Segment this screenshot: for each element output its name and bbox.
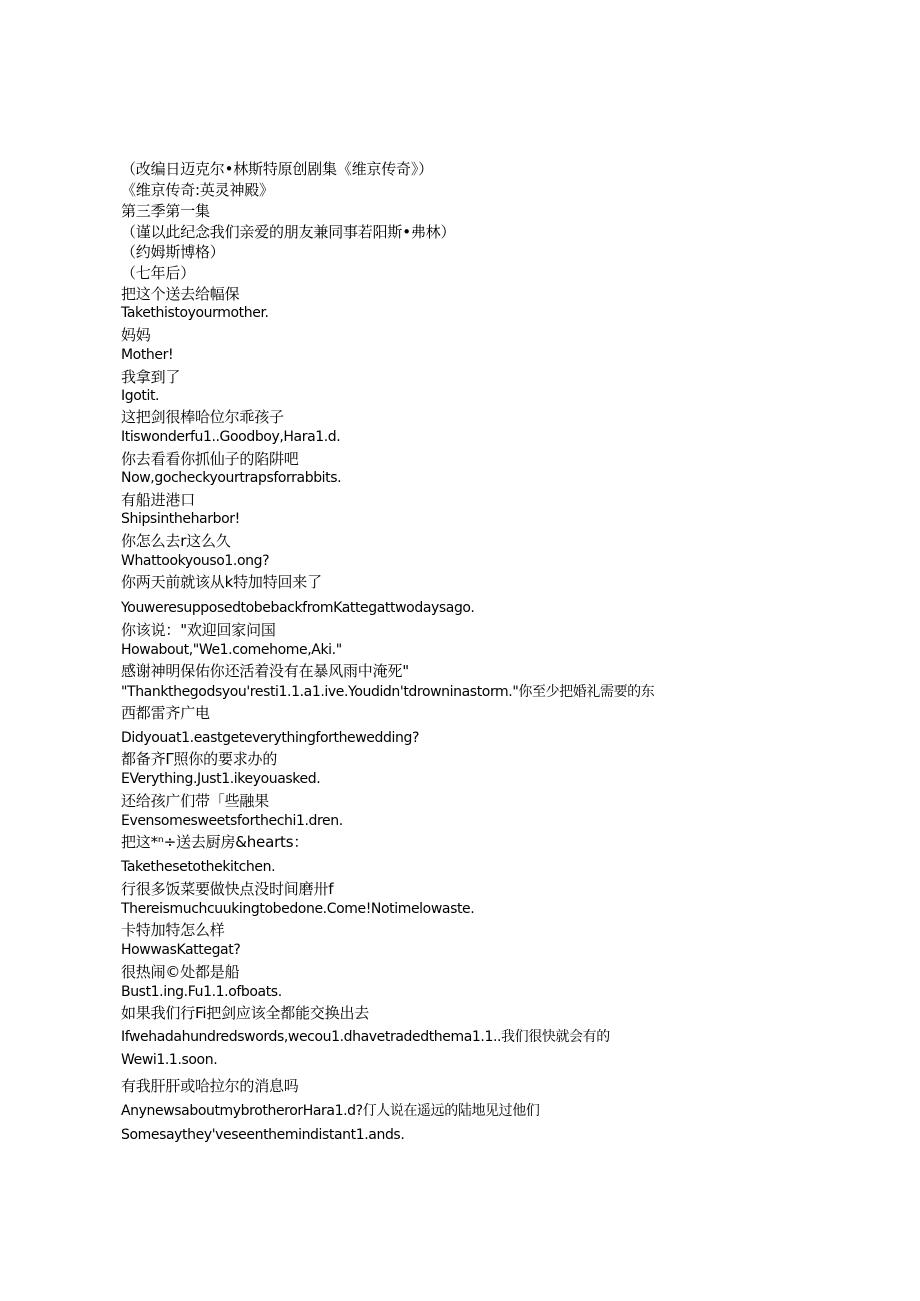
subtitle-line-zh: 有船进港口 [121, 491, 196, 509]
subtitle-line-en: YouweresupposedtobebackfromKattegattwodaysago. [121, 600, 475, 616]
subtitle-line-zh: 把这*ⁿ÷送去厨房&hearts： [121, 833, 309, 851]
subtitle-line-en: Didyouat1.eastgeteverythingforthewedding? [121, 730, 419, 746]
subtitle-line-en: Takethesetothekitchen. [121, 859, 276, 875]
subtitle-line-en: Thereismuchcuukingtobedone.Come!Notimelowaste. [121, 901, 475, 917]
subtitle-line-en: Whattookyouso1.ong? [121, 553, 270, 569]
subtitle-line-zh: 妈妈 [121, 326, 151, 344]
subtitle-line-en: Somesaythey'veseenthemindistant1.ands. [121, 1127, 405, 1143]
subtitle-line-en: AnynewsaboutmybrotherorHara1.d?仃人说在遥远的陆地见过他们 [121, 1103, 540, 1119]
subtitle-line-zh: 都备齐Γ照你的要求办的 [121, 750, 278, 768]
subtitle-line-zh: 有我肝肝或哈拉尔的消息吗 [121, 1077, 299, 1095]
subtitle-line-en: HowwasKattegat? [121, 942, 241, 958]
subtitle-line-en: Mother! [121, 347, 174, 363]
subtitle-line-en: Itiswonderfu1..Goodboy,Hara1.d. [121, 429, 341, 445]
subtitle-line-zh: 你怎么去r这么久 [121, 532, 231, 550]
subtitle-line-zh: 这把剑很棒哈位尔乖孩子 [121, 408, 284, 426]
subtitle-line-zh: 还给孩广们带「些融果 [121, 792, 270, 810]
subtitle-line-en: EVerything.Just1.ikeyouasked. [121, 771, 321, 787]
episode-heading: 第三季第一集 [121, 202, 210, 220]
dedication-line: （谨以此纪念我们亲爱的朋友兼同事若阳斯•弗林） [121, 223, 456, 241]
subtitle-line-zh: 如果我们行Fi把剑应该全都能交换出去 [121, 1004, 370, 1022]
subtitle-line-zh: 很热闹©处都是船 [121, 963, 240, 981]
time-caption: （七年后） [121, 264, 196, 282]
subtitle-line-zh: 感谢神明保佑你还活着没有在暴风雨中淹死" [121, 662, 409, 680]
subtitle-line-zh: 你去看看你抓仙子的陷阱吧 [121, 450, 299, 468]
subtitle-line-zh: 卡特加特怎么样 [121, 921, 225, 939]
subtitle-line-en: Takethistoyourmother. [121, 305, 269, 321]
subtitle-line-en: Igotit. [121, 388, 160, 404]
subtitle-line-zh: 把这个送去给幅保 [121, 285, 240, 303]
subtitle-line-en: Bust1.ing.Fu1.1.ofboats. [121, 984, 282, 1000]
subtitle-line-en: Ifwehadahundredswords,wecou1.dhavetradedthema1.1..我们很快就会有的 [121, 1029, 610, 1045]
credit-line: （改编日迈克尔•林斯特原创剧集《维京传奇》） [121, 160, 433, 178]
subtitle-line-zh: 我拿到了 [121, 368, 181, 386]
subtitle-line-en: Shipsintheharbor! [121, 511, 240, 527]
show-title: 《维京传奇:英灵神殿》 [121, 181, 274, 199]
subtitle-line-zh: 你两天前就该从k特加特回来了 [121, 573, 322, 591]
subtitle-line-en: Now,gocheckyourtrapsforrabbits. [121, 470, 342, 486]
subtitle-line-en: Evensomesweetsforthechi1.dren. [121, 813, 343, 829]
subtitle-line-zh: 行很多饭菜要做快点没时间磨卅f [121, 880, 334, 898]
subtitle-line-en: Howabout,"We1.comehome,Aki." [121, 642, 342, 658]
subtitle-line-zh: 你该说："欢迎回家问国 [121, 621, 276, 639]
subtitle-line-zh: 西都雷齐广电 [121, 704, 210, 722]
location-caption: （约姆斯博格） [121, 243, 225, 261]
subtitle-line-en: Wewi1.1.soon. [121, 1052, 218, 1068]
subtitle-line-en: "Thankthegodsyou'resti1.1.a1.ive.Youdidn'tdrowninastorm."你至少把婚礼需要的东 [121, 684, 655, 700]
